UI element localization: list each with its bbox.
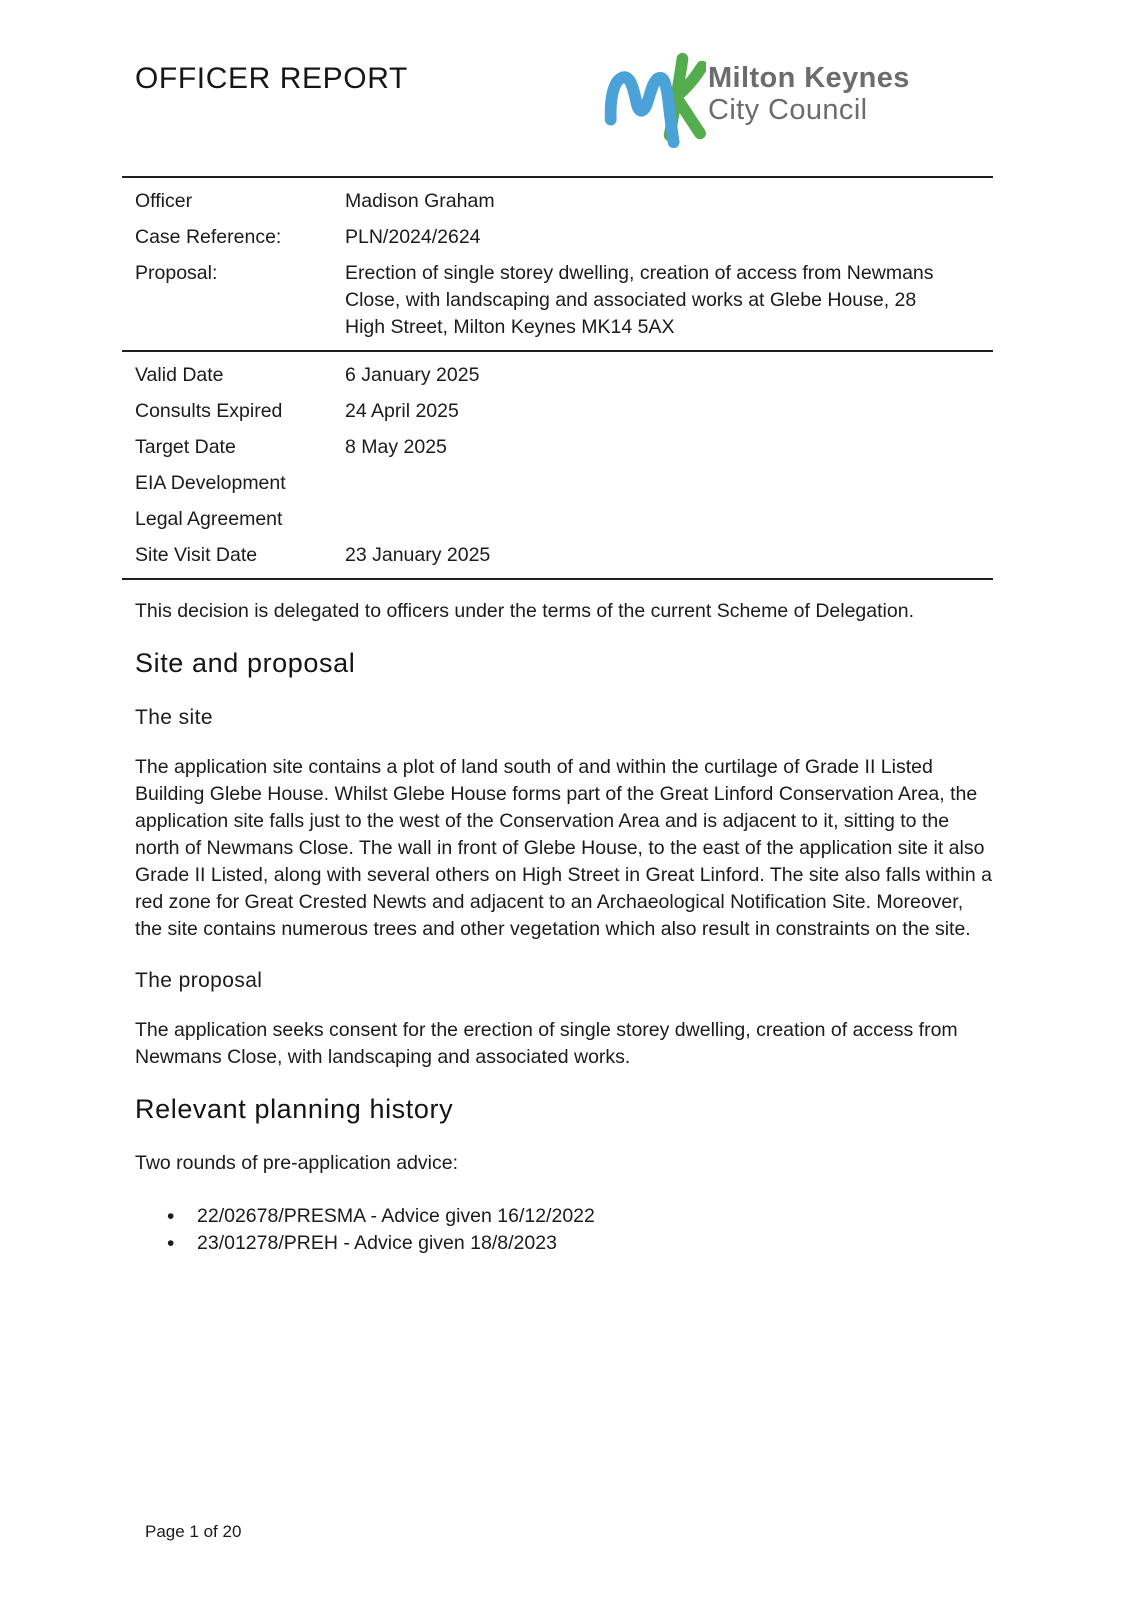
logo-text <box>708 50 910 126</box>
proposal-description-paragraph: The application seeks consent for the erection of single storey dwelling, creation of access from Newmans Close, with landscaping and associated works. <box>135 1019 958 1068</box>
table-row-value <box>345 506 957 533</box>
table-row <box>122 219 993 255</box>
table-row-value: Erection of single storey dwelling, creation of access from Newmans Close, with landscaping and associated works at Glebe House, 28 High Street, Milton Keynes MK14 5AX <box>345 261 934 338</box>
logo-org-name: Milton Keynes <box>708 62 910 94</box>
mk-logo-icon <box>598 50 706 150</box>
site-description-paragraph: The application site contains a plot of land south of and within the curtilage of Grade II Listed Building Glebe House. Whilst Glebe House forms part of the Great Linford Conservation Area, the application site falls just to the west of the Conservation Area and is adjacent to it, sitting to the north of Newmans Close. The wall in front of Glebe House, to the east of the application site it also Grade II Listed, along with several others on High Street in Great Linford. The site also falls within a red zone for Great Crested Newts and adjacent to an Archaeological Notification Site. Moreover, the site contains numerous trees and other vegetation which also result in constraints on the site. <box>135 756 993 940</box>
table-row <box>122 357 993 393</box>
table-row-label: Legal Agreement <box>135 507 283 530</box>
table-row-value: Madison Graham <box>345 189 495 212</box>
table-row <box>122 537 993 573</box>
table-row-value: 23 January 2025 <box>345 543 491 566</box>
list-item: • 22/02678/PRESMA - Advice given 16/12/2022 <box>135 1203 993 1230</box>
table-row-label: Target Date <box>135 435 236 458</box>
section-heading-site-and-proposal: Site and proposal <box>135 648 356 678</box>
table-row <box>122 183 993 219</box>
table-row-label: EIA Development <box>135 471 286 494</box>
list-item: • 23/01278/PREH - Advice given 18/8/2023 <box>135 1230 993 1257</box>
history-intro: Two rounds of pre-application advice: <box>135 1152 459 1174</box>
page-number: Page 1 of 20 <box>145 1522 242 1541</box>
report-body <box>135 598 993 1257</box>
table-row-value: 8 May 2025 <box>345 435 447 458</box>
table-row-label: Case Reference: <box>135 225 282 248</box>
logo-org-subname: City Council <box>708 94 868 126</box>
subheading-the-proposal: The proposal <box>135 969 263 992</box>
table-row <box>122 393 993 429</box>
table-row-value: 6 January 2025 <box>345 363 480 386</box>
table-row-value: 24 April 2025 <box>345 399 459 422</box>
section-heading-planning-history: Relevant planning history <box>135 1094 454 1124</box>
mk-council-logo <box>598 50 910 150</box>
case-dates-section <box>122 352 993 580</box>
case-summary-section <box>122 178 993 352</box>
subheading-the-site: The site <box>135 706 213 729</box>
table-row-value <box>345 470 957 497</box>
delegation-note: This decision is delegated to officers under the terms of the current Scheme of Delegation. <box>135 600 914 622</box>
page-title: OFFICER REPORT <box>135 62 408 95</box>
table-row <box>122 501 993 537</box>
page-footer <box>145 1522 241 1542</box>
table-row-label: Consults Expired <box>135 399 283 422</box>
planning-history-list <box>135 1203 993 1257</box>
table-row <box>122 465 993 501</box>
table-row-label: Proposal: <box>135 261 218 284</box>
case-details-table <box>122 176 993 580</box>
table-row <box>122 429 993 465</box>
table-row <box>122 255 993 345</box>
table-row-label: Officer <box>135 189 193 212</box>
table-row-value: PLN/2024/2624 <box>345 225 481 248</box>
table-row-label: Valid Date <box>135 363 224 386</box>
table-row-label: Site Visit Date <box>135 543 258 566</box>
